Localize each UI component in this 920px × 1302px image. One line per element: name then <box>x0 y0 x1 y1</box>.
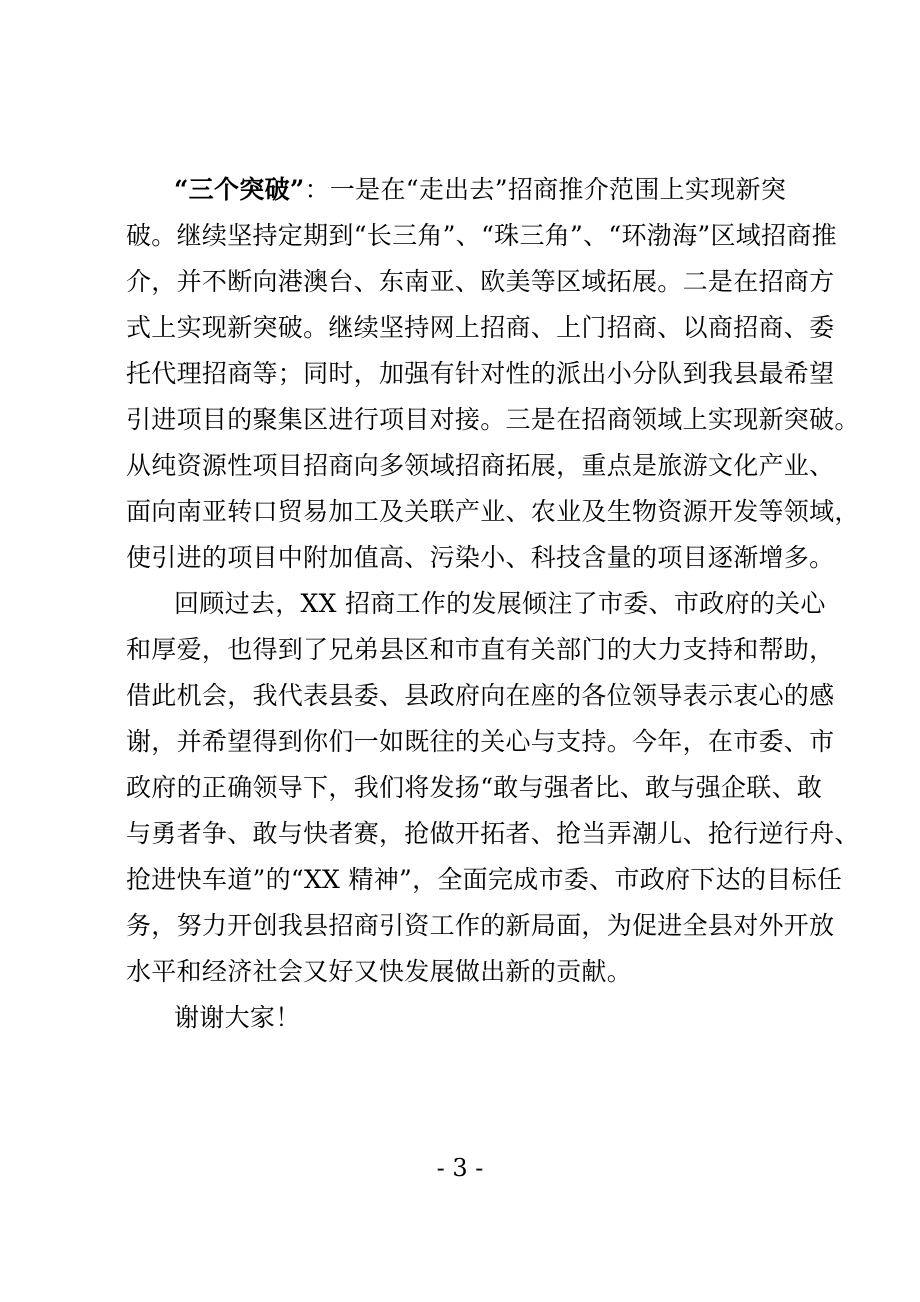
document-body <box>126 167 860 1041</box>
paragraph-1-line-3: 介，并不断向港澳台、东南亚、欧美等区域拓展。二是在招商方 <box>126 267 835 296</box>
paragraph-1-line-5: 托代理招商等；同时，加强有针对性的派出小分队到我县最希望 <box>126 359 835 388</box>
paragraph-1-line-1-text: ：一是在“走出去”招商推介范围上实现新突 <box>304 175 787 204</box>
paragraph-2-line-9: 水平和经济社会又好又快发展做出新的贡献。 <box>126 957 633 986</box>
paragraph-2-line-3: 借此机会，我代表县委、县政府向在座的各位领导表示衷心的感 <box>126 681 835 710</box>
paragraph-1-line-7: 从纯资源性项目招商向多领域招商拓展，重点是旅游文化产业、 <box>126 451 835 480</box>
page-number: - 3 - <box>436 1154 484 1182</box>
paragraph-1-line-9: 使引进的项目中附加值高、污染小、科技含量的项目逐渐增多。 <box>126 543 835 572</box>
closing-line: 谢谢大家！ <box>174 1003 301 1032</box>
paragraph-2-line-4: 谢，并希望得到你们一如既往的关心与支持。今年，在市委、市 <box>126 727 835 756</box>
paragraph-2-line-8: 务，努力开创我县招商引资工作的新局面，为促进全县对外开放 <box>126 911 835 940</box>
paragraph-1-line-6: 引进项目的聚集区进行项目对接。三是在招商领域上实现新突破。 <box>126 405 860 434</box>
paragraph-2-line-5: 政府的正确领导下，我们将发扬“敢与强者比、敢与强企联、敢 <box>126 773 823 802</box>
paragraph-1-line-2: 破。继续坚持定期到“长三角”、“珠三角”、“环渤海”区域招商推 <box>126 221 837 250</box>
paragraph-1-lead: “三个突破” <box>174 175 305 204</box>
paragraph-1-line-4: 式上实现新突破。继续坚持网上招商、上门招商、以商招商、委 <box>126 313 835 342</box>
paragraph-1-line-1 <box>126 167 818 213</box>
paragraph-2-line-6: 与勇者争、敢与快者赛，抢做开拓者、抢当弄潮儿、抢行逆行舟、 <box>126 819 860 848</box>
paragraph-2-line-7: 抢进快车道”的“XX 精神”，全面完成市委、市政府下达的目标任 <box>126 865 843 894</box>
paragraph-2-line-1: 回顾过去，XX 招商工作的发展倾注了市委、市政府的关心 <box>174 589 826 618</box>
paragraph-2-line-2: 和厚爱，也得到了兄弟县区和市直有关部门的大力支持和帮助， <box>126 635 835 664</box>
paragraph-1-line-8: 面向南亚转口贸易加工及关联产业、农业及生物资源开发等领域， <box>126 497 860 526</box>
